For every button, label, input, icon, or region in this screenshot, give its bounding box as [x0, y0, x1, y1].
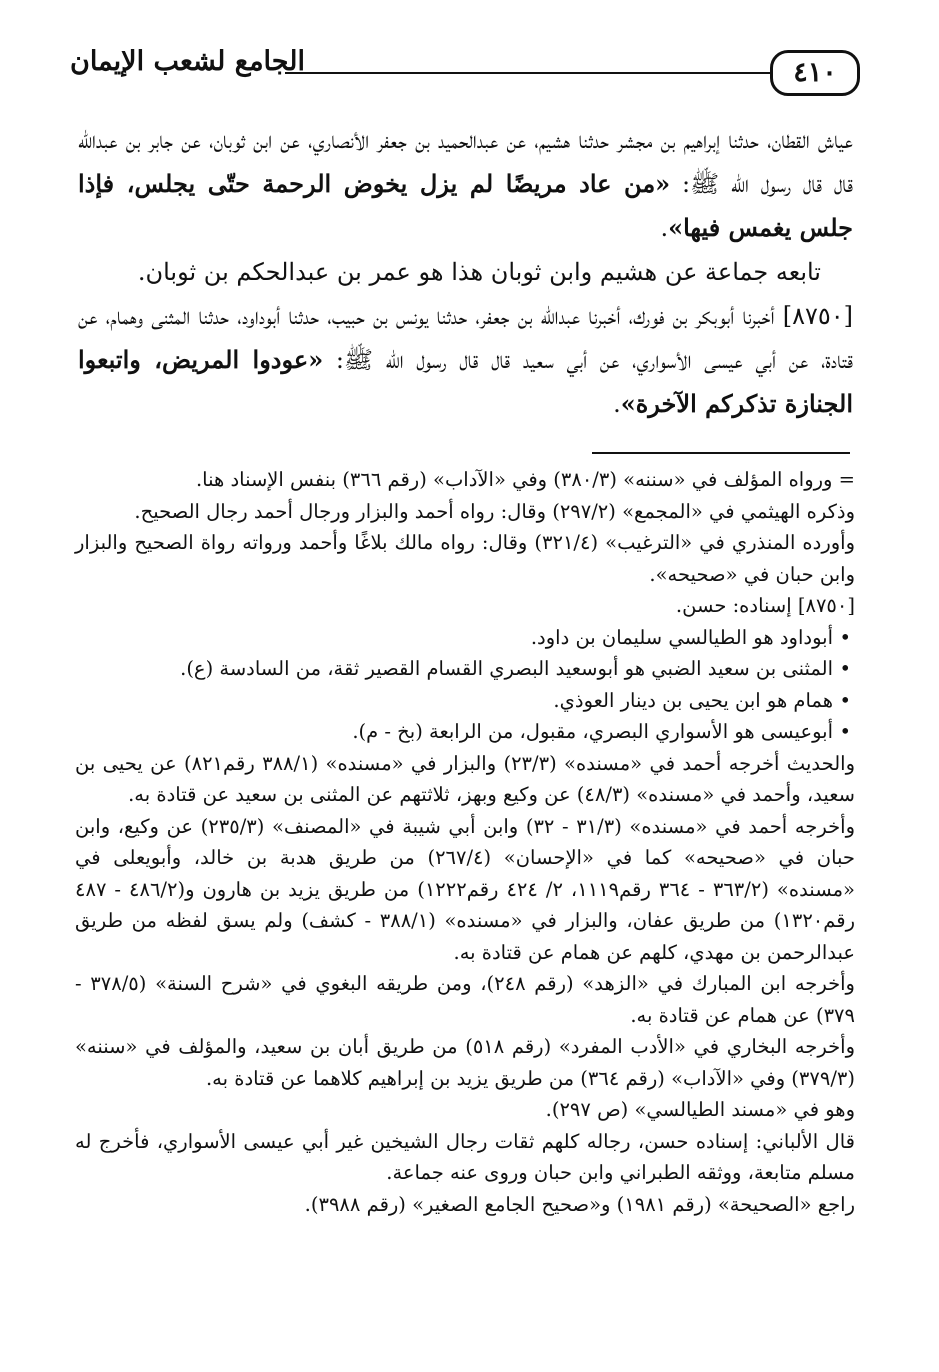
bullet-item: • أبوعيسى هو الأسواري البصري، مقبول، من الرابعة (بخ - م). [75, 716, 855, 748]
bullet-item: • المثنى بن سعيد الضبي هو أبوسعيد البصري القسام القصير ثقة، من السادسة (ع). [75, 653, 855, 685]
hadith-matn: «عودوا المريض، واتبعوا الجنازة تذكركم الآخرة» [78, 345, 853, 418]
bullet-item: • أبوداود هو الطيالسي سليمان بن داود. [75, 622, 855, 654]
footnote-line: وذكره الهيثمي في «المجمع» (٢٩٧/٢) وقال: رواه أحمد والبزار ورجال أحمد رجال الصحيح. [134, 499, 855, 523]
footnote-line: وأخرجه ابن المبارك في «الزهد» (رقم ٢٤٨)، ومن طريقه البغوي في «شرح السنة» (٣٧٨/٥ - ٣٧٩) عن همام عن قتادة به. [75, 972, 855, 1027]
hadith-matn: «من عاد مريضًا لم يزل يخوض الرحمة حتّى يجلس، فإذا جلس يغمس فيها» [78, 169, 853, 242]
footnote-line: وهو في «مسند الطيالسي» (ص ٢٩٧). [545, 1098, 855, 1121]
footnote-line: وأورده المنذري في «الترغيب» (٣٢١/٤) وقال: رواه مالك بلاغًا وأحمد ورواته رواة الصحيح والبزار وابن حبان في «صحيحه». [75, 531, 855, 586]
page-header [70, 40, 860, 110]
isnad-text: [٨٧٥٠] أخبرنا أبوبكر بن فورك، أخبرنا عبدالله بن جعفر، حدثنا يونس بن حبيب، حدثنا أبوداود، حدثنا المثنى وهمام، عن قتادة، عن أبي عيسى الأسواري، عن أبي سعيد قال قال رسول الله ﷺ: [78, 302, 853, 374]
footnote-line: راجع «الصحيحة» (رقم ١٩٨١) و«صحيح الجامع الصغير» (رقم ٣٩٨٨). [304, 1192, 855, 1216]
footnote-line: وأخرجه أحمد في «مسنده» (٣١/٣ - ٣٢) وابن أبي شيبة في «المصنف» (٢٣٥/٣) عن وكيع، وابن حبان في «صحيحه» كما في «الإحسان» (٢٦٧/٤) من طريق هدبة بن خالد، وأبويعلى في «مسنده» (٣٦٣/٢ - ٣٦٤ رقم١١١٩، ٢/ ٤٢٤ رقم١٢٢٢) من طريق يزيد بن هارون و(٤٨٦/٢ - ٤٨٧ رقم١٣٢٠) من طريق عفان، والبزار في «مسنده» (٣٨٨/١ - كشف) ولم يسق لفظه من طريق عبدالرحمن بن مهدي، كلهم عن همام عن قتادة به. [75, 814, 855, 964]
header-rule [285, 72, 770, 74]
page-number: ٤١٠ [770, 50, 860, 96]
paragraph-commentary: تابعه جماعة عن هشيم وابن ثوبان هذا هو عمر بن عبدالحكم بن ثوبان. [137, 258, 821, 286]
footnote-line: قال الألباني: إسناده حسن، رجاله كلهم ثقات رجال الشيخين غير أبي عيسى الأسواري، فأخرج له مسلم متابعة، ووثقه الطبراني وابن حبان وروى عنه جماعة. [75, 1129, 855, 1184]
bullet-item: • همام هو ابن يحيى بن دينار العوذي. [75, 685, 855, 717]
main-text [78, 118, 853, 426]
footnotes [75, 464, 855, 1220]
footnote-line: وأخرجه البخاري في «الأدب المفرد» (رقم ٥١٨) من طريق أبان بن سعيد، والمؤلف في «سننه» (٣٧٩/٣) وفي «الآداب» (رقم ٣٦٤) من طريق يزيد بن إبراهيم كلاهما عن قتادة به. [75, 1035, 855, 1090]
paragraph-hadith-1 [78, 118, 853, 250]
book-title: الجامع لشعب الإيمان [70, 46, 305, 77]
footnote-separator [592, 452, 850, 454]
paragraph-hadith-8750 [78, 294, 853, 426]
period: . [613, 390, 621, 418]
footnote-line: والحديث أخرجه أحمد في «مسنده» (٢٣/٣) والبزار في «مسنده» (٣٨٨/١ رقم٨٢١) عن يحيى بن سعيد، وأحمد في «مسنده» (٤٨/٣) عن وكيع وبهز، ثلاثتهم عن المثنى بن سعيد عن قتادة به. [75, 751, 855, 806]
period: . [660, 214, 669, 242]
footnote-heading: [٨٧٥٠] إسناده: حسن. [675, 594, 855, 617]
isnad-text: عياش القطان، حدثنا إبراهيم بن مجشر حدثنا هشيم، عن عبدالحميد بن جعفر الأنصاري، عن ابن ثوبان، عن جابر بن عبدالله قال قال رسول الله ﷺ: [78, 126, 853, 198]
footnote-line: = ورواه المؤلف في «سننه» (٣٨٠/٣) وفي «الآداب» (رقم ٣٦٦) بنفس الإسناد هنا. [195, 468, 855, 491]
